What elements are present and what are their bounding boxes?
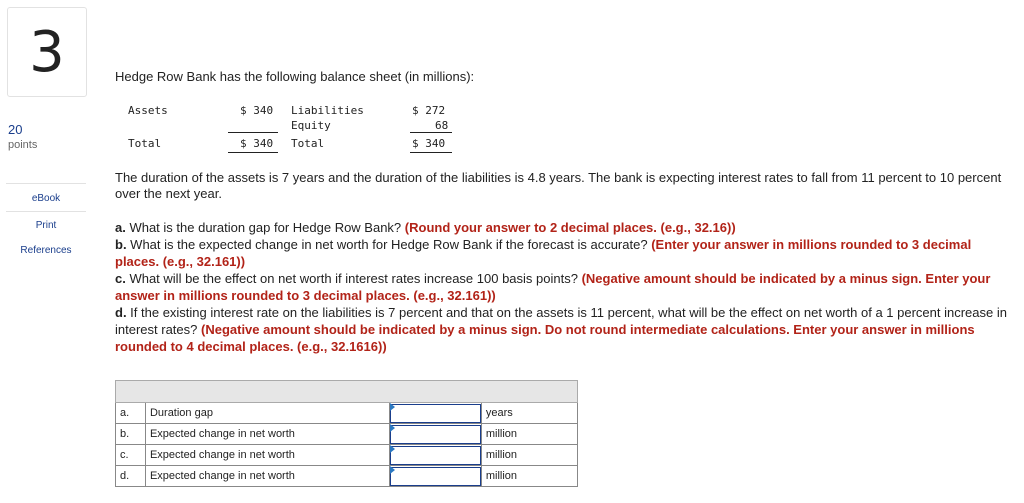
assets-underline <box>228 132 278 133</box>
answer-row-d <box>116 466 578 487</box>
points-value: 20 <box>8 122 23 137</box>
answer-cell <box>389 403 481 424</box>
question-c <box>115 270 1010 304</box>
question-d-text: If the existing interest rate on the liabilities is 7 percent and that on the assets is 11 percent, what will be the effect on net worth of a 1 percent increase in interest rates? <box>115 305 1007 337</box>
ebook-link[interactable]: eBook <box>6 184 86 212</box>
total-left-value: $ 340 <box>240 137 274 150</box>
question-a-note: (Round your answer to 2 decimal places. (e.g., 32.16)) <box>404 220 736 235</box>
row-unit: million <box>481 445 577 466</box>
input-marker-icon <box>390 466 395 474</box>
row-letter: a. <box>116 403 146 424</box>
question-d <box>115 304 1010 355</box>
question-a-text: What is the duration gap for Hedge Row Bank? <box>125 220 405 235</box>
equity-label: Equity <box>291 119 331 132</box>
liabilities-underline <box>410 132 452 133</box>
total-right-label: Total <box>291 137 325 150</box>
assets-value: $ 340 <box>240 104 274 117</box>
intro-text: Hedge Row Bank has the following balance sheet (in millions): <box>115 69 475 84</box>
question-b-note: (Enter your answer in millions rounded to 3 decimal places. (e.g., 32.161)) <box>115 237 972 269</box>
net-worth-change-d-input[interactable] <box>390 467 481 486</box>
problem-paragraph: The duration of the assets is 7 years and the duration of the liabilities is 4.8 years. The bank is expecting interest rates to fall from 11 percent to 10 percent over the next year. <box>115 170 1002 201</box>
question-d-prefix: d. <box>115 305 127 320</box>
liabilities-value: $ 272 <box>412 104 446 117</box>
equity-value: 68 <box>435 119 449 132</box>
question-c-prefix: c. <box>115 271 126 286</box>
question-d-note: (Negative amount should be indicated by a minus sign. Do not round intermediate calculations. Enter your answer in millions rounded to 4 decimal places. (e.g., 32.1616)) <box>115 322 975 354</box>
row-description: Expected change in net worth <box>145 466 389 487</box>
question-b-prefix: b. <box>115 237 127 252</box>
question-c-text: What will be the effect on net worth if interest rates increase 100 basis points? <box>125 271 582 286</box>
row-unit: years <box>481 403 577 424</box>
input-marker-icon <box>390 403 395 411</box>
row-description: Expected change in net worth <box>145 424 389 445</box>
answer-table-header-cell <box>116 381 578 403</box>
row-letter: c. <box>116 445 146 466</box>
sidebar-links <box>6 183 86 262</box>
net-worth-change-b-input[interactable] <box>390 425 481 444</box>
question-b <box>115 236 1010 270</box>
total-left-label: Total <box>128 137 162 150</box>
question-b-text: What is the expected change in net worth for Hedge Row Bank if the forecast is accurate? <box>126 237 652 252</box>
question-a <box>115 219 1010 236</box>
liabilities-total-underline <box>410 152 452 153</box>
assets-total-underline <box>228 152 278 153</box>
question-number <box>7 7 87 97</box>
question-a-prefix: a. <box>115 220 126 235</box>
net-worth-change-c-input[interactable] <box>390 446 481 465</box>
answer-row-c <box>116 445 578 466</box>
references-link[interactable]: References <box>20 245 72 256</box>
points-label: points <box>8 139 38 151</box>
row-description: Duration gap <box>145 403 389 424</box>
duration-gap-input[interactable] <box>390 404 481 423</box>
question-c-note: (Negative amount should be indicated by a minus sign. Enter your answer in millions rounded to 3 decimal places. (e.g., 32.161)) <box>115 271 991 303</box>
answer-table <box>115 380 578 487</box>
answer-cell <box>389 424 481 445</box>
question-list <box>115 219 1010 355</box>
input-marker-icon <box>390 424 395 432</box>
row-letter: b. <box>116 424 146 445</box>
answer-cell <box>389 466 481 487</box>
total-right-value: $ 340 <box>412 137 446 150</box>
liabilities-label: Liabilities <box>291 104 364 117</box>
answer-table-header <box>116 381 578 403</box>
input-marker-icon <box>390 445 395 453</box>
row-description: Expected change in net worth <box>145 445 389 466</box>
row-unit: million <box>481 424 577 445</box>
row-unit: million <box>481 466 577 487</box>
answer-row-b <box>116 424 578 445</box>
row-letter: d. <box>116 466 146 487</box>
points-block <box>8 122 37 151</box>
print-link[interactable]: Print <box>35 220 57 231</box>
question-number-text: 3 <box>29 19 65 85</box>
answer-row-a <box>116 403 578 424</box>
assets-label: Assets <box>128 104 168 117</box>
answer-cell <box>389 445 481 466</box>
